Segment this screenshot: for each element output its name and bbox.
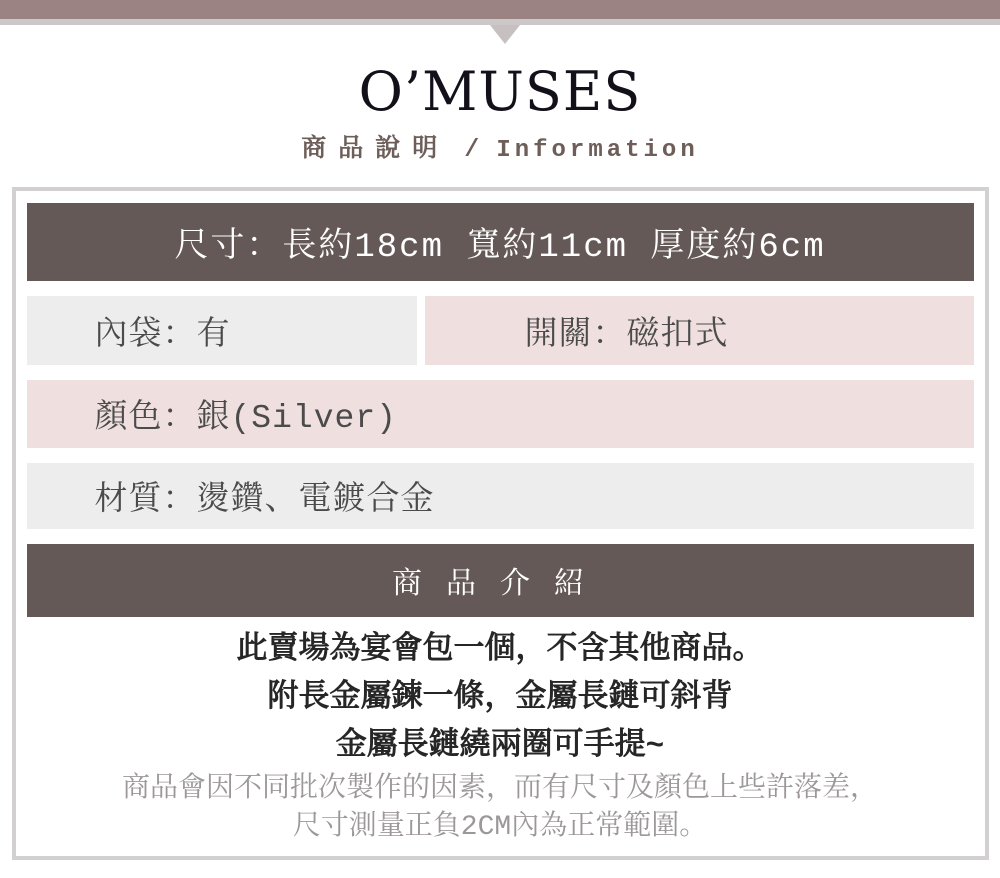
spec-color: 顏色：銀(Silver) [27, 380, 974, 448]
brand-logo: O’MUSES [358, 60, 642, 123]
spec-closure: 開關：磁扣式 [425, 296, 974, 365]
description-note-1: 商品會因不同批次製作的因素，而有尺寸及顏色上些許落差， [121, 773, 878, 805]
spec-material: 材質：燙鑽、電鍍合金 [27, 463, 974, 529]
intro-header-bar: 商品介紹 [27, 544, 974, 617]
description-line-2: 附長金屬鍊一條，金屬長鏈可斜背 [267, 680, 733, 716]
section-divider: / [464, 134, 480, 164]
size-header-bar: 尺寸：長約18cm 寬約11cm 厚度約6cm [27, 203, 974, 281]
product-description [27, 617, 974, 847]
section-heading [0, 133, 1000, 167]
product-info-panel [12, 187, 989, 860]
description-note-2: 尺寸測量正負2CM內為正常範圍。 [292, 811, 708, 843]
section-title-en: Information [496, 136, 699, 164]
triangle-down-icon [490, 25, 520, 44]
spec-row-pocket-closure [27, 296, 974, 365]
top-accent-bar [0, 0, 1000, 19]
page-header [0, 0, 1000, 167]
spec-inner-pocket: 內袋：有 [27, 296, 417, 365]
description-line-3: 金屬長鏈繞兩圈可手提~ [335, 728, 665, 764]
section-title-cjk: 商品說明 [301, 134, 450, 164]
description-line-1: 此賣場為宴會包一個，不含其他商品。 [236, 632, 764, 668]
